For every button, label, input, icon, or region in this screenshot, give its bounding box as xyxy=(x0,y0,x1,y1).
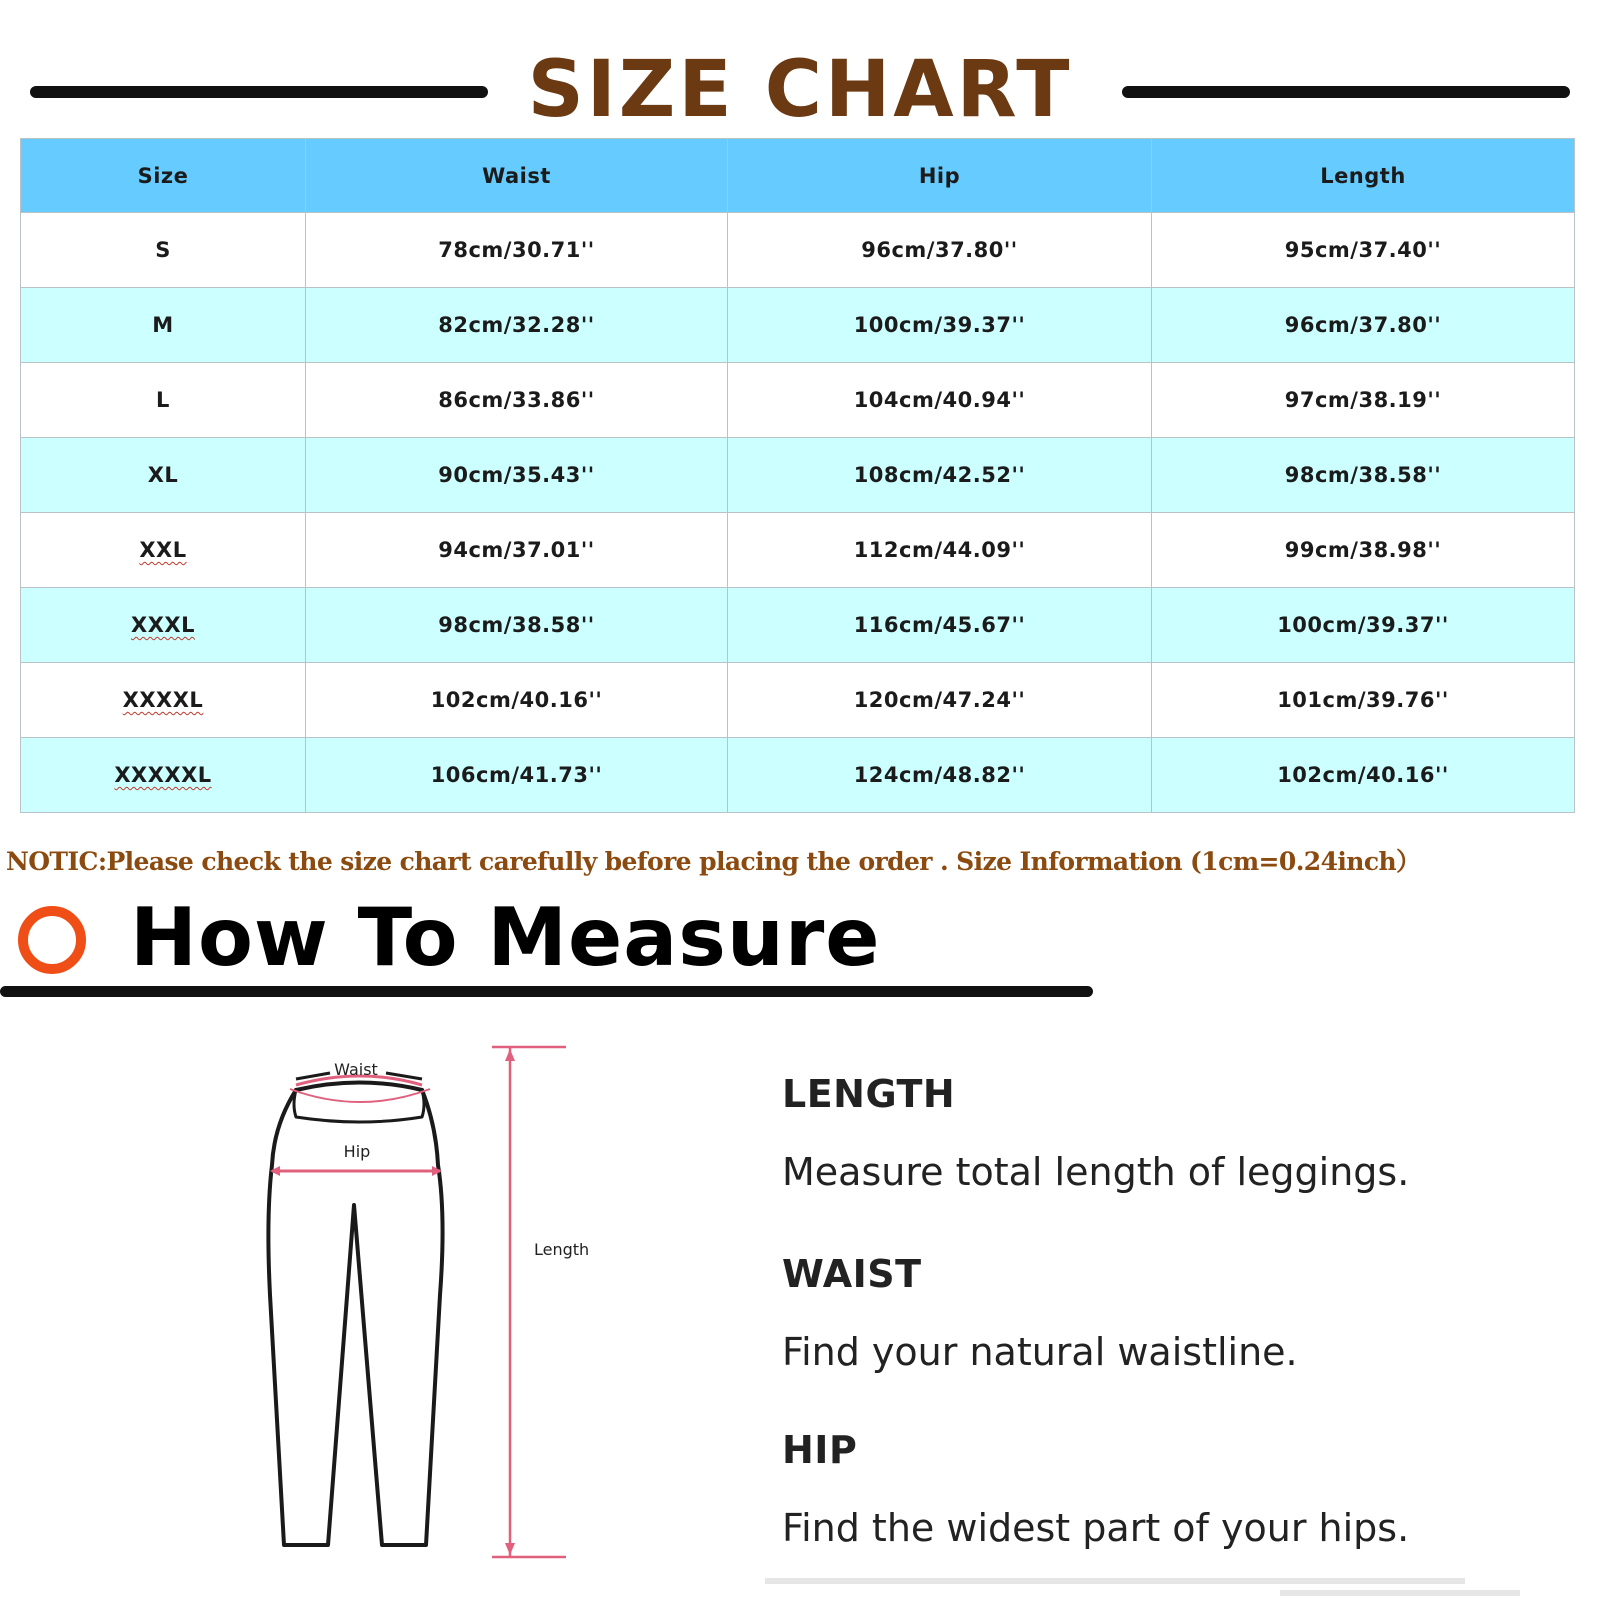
length-label: Length xyxy=(534,1240,590,1259)
instruction-text-waist: Find your natural waistline. xyxy=(782,1330,1298,1374)
bullet-circle-icon xyxy=(18,906,86,974)
cell-length: 99cm/38.98'' xyxy=(1152,513,1575,588)
instruction-text-hip: Find the widest part of your hips. xyxy=(782,1506,1410,1550)
size-label: XXXXL xyxy=(122,688,204,712)
header-length: Length xyxy=(1152,139,1575,213)
cell-length: 100cm/39.37'' xyxy=(1152,588,1575,663)
measure-section-title: How To Measure xyxy=(130,891,881,984)
cell-hip: 120cm/47.24'' xyxy=(728,663,1152,738)
length-arrow-down-icon xyxy=(505,1543,515,1555)
cell-waist: 90cm/35.43'' xyxy=(306,438,728,513)
cell-waist: 94cm/37.01'' xyxy=(306,513,728,588)
cell-hip: 124cm/48.82'' xyxy=(728,738,1152,813)
table-row xyxy=(21,663,1575,738)
table-row xyxy=(21,363,1575,438)
cell-size xyxy=(21,513,306,588)
instruction-heading-length: LENGTH xyxy=(782,1072,956,1116)
instruction-heading-waist: WAIST xyxy=(782,1252,922,1296)
cell-size xyxy=(21,588,306,663)
table-header-row xyxy=(21,139,1575,213)
table-row xyxy=(21,213,1575,288)
cell-waist: 82cm/32.28'' xyxy=(306,288,728,363)
cell-size: L xyxy=(21,363,306,438)
cell-length: 97cm/38.19'' xyxy=(1152,363,1575,438)
cell-length: 96cm/37.80'' xyxy=(1152,288,1575,363)
cell-hip: 96cm/37.80'' xyxy=(728,213,1152,288)
cell-waist: 98cm/38.58'' xyxy=(306,588,728,663)
cell-hip: 112cm/44.09'' xyxy=(728,513,1152,588)
header-waist: Waist xyxy=(306,139,728,213)
cell-length: 102cm/40.16'' xyxy=(1152,738,1575,813)
bottom-divider xyxy=(765,1578,1465,1584)
cell-hip: 116cm/45.67'' xyxy=(728,588,1152,663)
measure-title-underline xyxy=(0,986,1093,997)
instruction-heading-hip: HIP xyxy=(782,1428,858,1472)
size-label: XXL xyxy=(139,538,187,562)
header-hip: Hip xyxy=(728,139,1152,213)
size-chart-table xyxy=(20,138,1575,813)
table-row xyxy=(21,438,1575,513)
cell-waist: 106cm/41.73'' xyxy=(306,738,728,813)
cell-waist: 78cm/30.71'' xyxy=(306,213,728,288)
size-label: XXXL xyxy=(131,613,195,637)
hip-label: Hip xyxy=(343,1142,371,1161)
table-row xyxy=(21,738,1575,813)
cell-size: M xyxy=(21,288,306,363)
leggings-diagram xyxy=(240,1045,600,1565)
size-notice: NOTIC:Please check the size chart carefully before placing the order . Size Information (1cm=0.24inch） xyxy=(6,847,1421,876)
cell-length: 95cm/37.40'' xyxy=(1152,213,1575,288)
instruction-text-length: Measure total length of leggings. xyxy=(782,1150,1410,1194)
table-row xyxy=(21,513,1575,588)
length-measure-line xyxy=(492,1047,566,1557)
cell-hip: 104cm/40.94'' xyxy=(728,363,1152,438)
cell-length: 101cm/39.76'' xyxy=(1152,663,1575,738)
cell-length: 98cm/38.58'' xyxy=(1152,438,1575,513)
header-size: Size xyxy=(21,139,306,213)
table-row xyxy=(21,588,1575,663)
cell-size xyxy=(21,663,306,738)
size-label: XXXXXL xyxy=(114,763,212,787)
page-title: SIZE CHART xyxy=(527,45,1073,135)
length-arrow-up-icon xyxy=(505,1049,515,1061)
cell-waist: 102cm/40.16'' xyxy=(306,663,728,738)
waist-label: Waist xyxy=(334,1060,378,1079)
cell-size: XL xyxy=(21,438,306,513)
cell-waist: 86cm/33.86'' xyxy=(306,363,728,438)
cell-hip: 108cm/42.52'' xyxy=(728,438,1152,513)
bottom-divider-short xyxy=(1280,1590,1520,1596)
cell-size xyxy=(21,738,306,813)
table-row xyxy=(21,288,1575,363)
cell-hip: 100cm/39.37'' xyxy=(728,288,1152,363)
cell-size: S xyxy=(21,213,306,288)
